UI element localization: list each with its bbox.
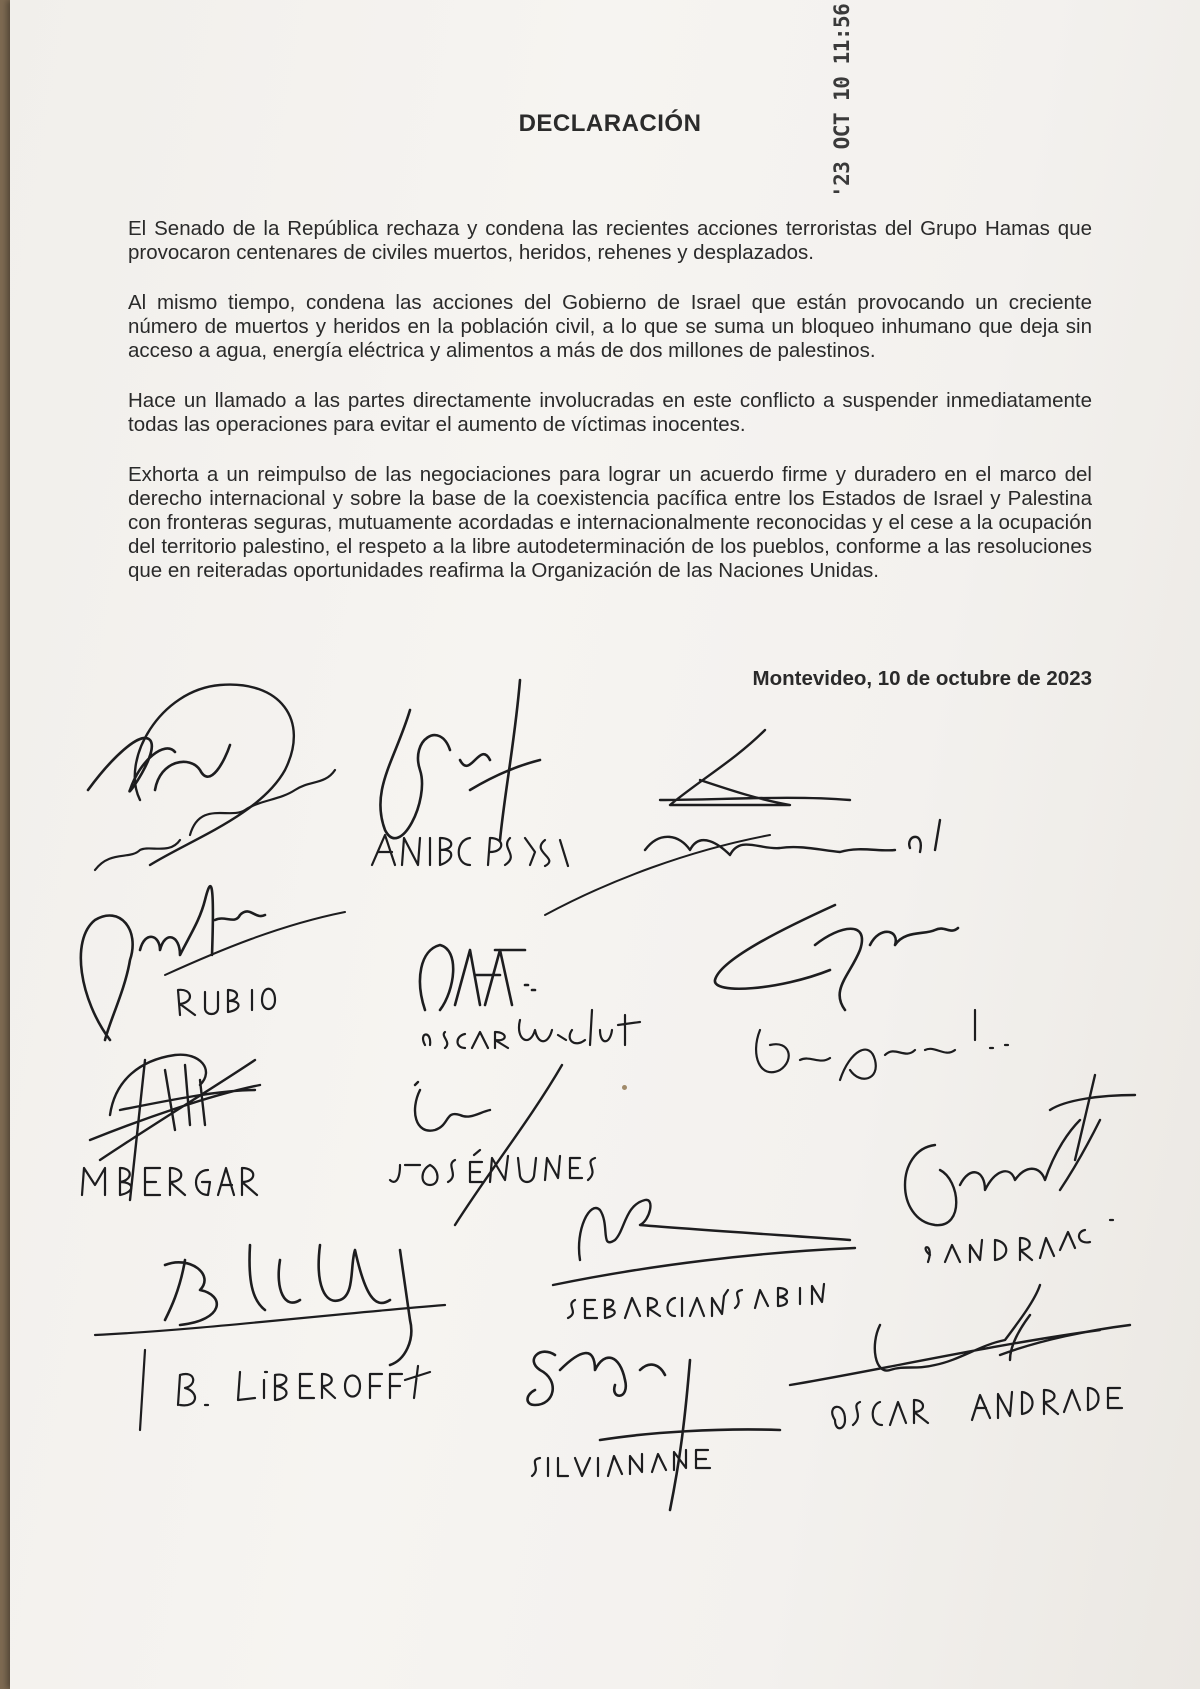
signature-rubio (81, 886, 345, 1040)
signature-nunes (390, 1065, 595, 1225)
signature-lazo (905, 1075, 1135, 1262)
signature-nane (528, 1352, 781, 1510)
document-title: DECLARACIÓN (518, 110, 702, 137)
signature-liberoff (95, 1245, 445, 1430)
signature-andrade (790, 1285, 1130, 1428)
paragraph-4: Exhorta a un reimpulso de las negociaciones para lograr un acuerdo firme y duradero en el marco del derecho internacional y sobre la base de la coexistencia pacífica entre los Estados de Israel y Palestina con fronteras seguras, mutuamente acordadas e internacionalmente reconocidas y el cese a la ocupación del territorio palestino, el respeto a la libre autodeterminación de los pueblos, conforme a las resoluciones que en reiteradas oportunidades reafirma la Organización de las Naciones Unidas. (128, 463, 1092, 582)
paragraph-2: Al mismo tiempo, condena las acciones del Gobierno de Israel que están provocando un creciente número de muertos y heridos en la población civil, a lo que se suma un bloqueo inhumano que deja sin acceso a agua, energía eléctrica y alimentos a más de dos millones de palestinos. (128, 291, 1092, 362)
signature-pereyra (372, 680, 568, 866)
signature-cosse (715, 905, 1008, 1080)
paragraph-3: Hace un llamado a las partes directamente involucradas en este conflicto a suspender inmediatamente todas las operaciones para evitar el aumento de víctimas inocentes. (128, 389, 1092, 436)
signature-sabini (553, 1200, 855, 1318)
signature-bergara (82, 1055, 260, 1200)
paragraph-1: El Senado de la República rechaza y condena las recientes acciones terroristas del Grupo Hamas que provocaron centenares de civiles muertos, heridos, rehenes y desplazados. (128, 217, 1092, 264)
signature-curutchet (420, 945, 640, 1048)
stamp-text: '23 OCT 10 11:56 (830, 3, 854, 198)
signature-carrera (545, 730, 940, 915)
place-and-date: Montevideo, 10 de octubre de 2023 (752, 667, 1092, 690)
signature-della-ventura (87, 685, 377, 880)
